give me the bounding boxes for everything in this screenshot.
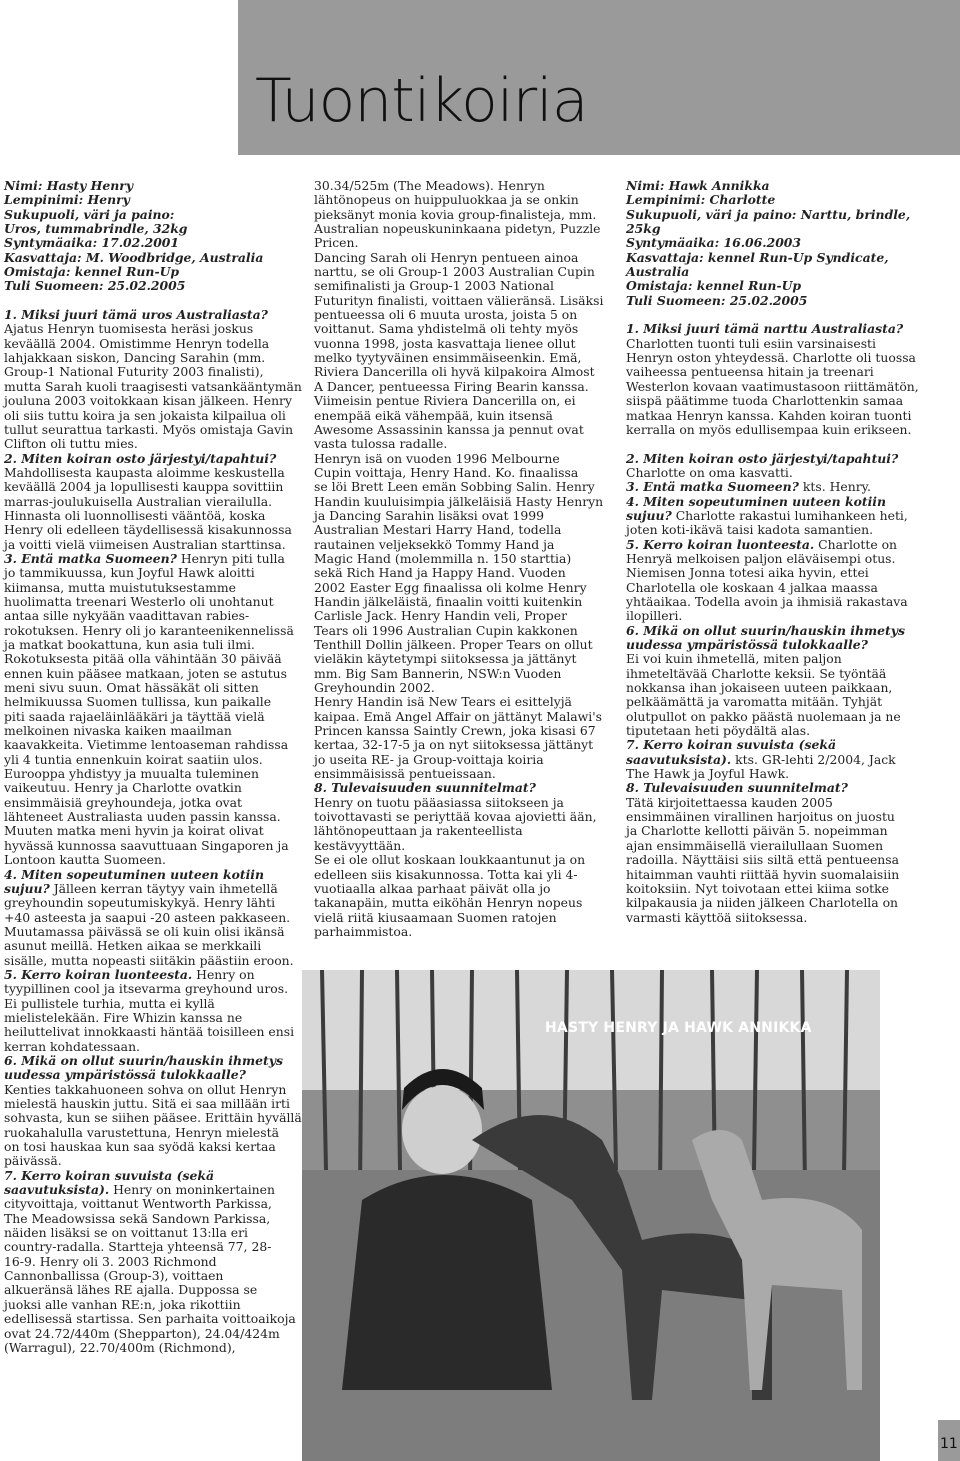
text-line: radoilla. Näyttäisi siis siltä että pentueensa	[626, 852, 900, 868]
text-line: yhtäaikaa. Todella avoin ja ihmisiä rakastava	[626, 593, 908, 609]
text-line: Omistaja: kennel Run-Up	[626, 278, 802, 294]
text-line: Eurooppa yhdistyy ja muualta tuleminen	[4, 766, 260, 782]
dogs-photo	[302, 970, 880, 1461]
text-line: Magic Hand (molemmilla n. 150 starttia)	[314, 550, 572, 566]
text-line: Henryn isä on vuoden 1996 Melbourne	[314, 450, 560, 466]
text-line: (Warragul), 22.70/400m (Richmond),	[4, 1339, 236, 1355]
text-line	[4, 294, 294, 308]
text-line: huolimatta treenari Westerlo oli unohtanut	[4, 593, 274, 609]
text-line: Henry oli edelleen täydellisessä kisakunnossa	[4, 522, 292, 538]
text-line: matkaa Henryn kanssa. Kahden koiran tuonti	[626, 407, 912, 423]
article-column-henry-cont	[314, 179, 614, 939]
text-line: Cannonballissa (Group-3), voittaen	[4, 1268, 224, 1284]
text-line: parhaimmistoa.	[314, 923, 413, 939]
text-line: sohvasta, kun se siihen pääsee. Erittäin hyvällä	[4, 1110, 302, 1126]
text-line: 3. Entä matka Suomeen? kts. Henry.	[626, 479, 871, 495]
text-line: rautainen veljeksekkö Tommy Hand ja	[314, 536, 555, 552]
text-line: Ei voi kuin ihmetellä, miten paljon	[626, 651, 842, 667]
text-line: alkueränsä lähes RE ajalla. Duppossa se	[4, 1282, 258, 1298]
text-line: Sukupuoli, väri ja paino:	[4, 206, 175, 222]
text-line: Muuten matka meni hyvin ja koirat olivat	[4, 823, 264, 839]
text-line: kerran kohdatessaan.	[4, 1038, 140, 1054]
text-line: Carlisle Jack. Henry Handin veli, Proper	[314, 608, 567, 624]
text-line: Greyhoundin 2002.	[314, 680, 435, 696]
text-line: Syntymäaika: 16.06.2003	[626, 235, 802, 251]
text-line: ja Dancing Sarahin lisäksi ovat 1999	[314, 507, 545, 523]
text-line: 7. Kerro koiran suvuista (sekä	[4, 1167, 214, 1183]
text-line: mielestä hauskin juttu. Sitä ei saa millään irti	[4, 1096, 290, 1111]
text-line: 6. Mikä on ollut suurin/hauskin ihmetys	[4, 1052, 283, 1068]
text-line: vaikeutuu. Henry ja Charlotte ovatkin	[4, 780, 242, 796]
text-line: meni sivu suun. Omat hässäkät oli sitten	[4, 680, 259, 696]
text-line: mutta Sarah kuoli traagisesti vatsankääntymän	[4, 378, 302, 394]
text-line: ajan ensimmäisellä vierailullaan Suomen	[626, 837, 884, 853]
text-line: kestävyyttään.	[314, 837, 406, 853]
text-line: keväällä 2004. Omistimme Henryn todella	[4, 335, 270, 351]
text-line: oli siis tuttu koira ja sen jokaista kilpailua oli	[4, 407, 286, 423]
text-line: edelleen siis kisakunnossa. Totta kai yli 4-	[314, 866, 578, 882]
text-line: voittanut. Sama yhdistelmä oli tehty myös	[314, 321, 579, 337]
text-line: semifinalisti ja Group-1 2003 National	[314, 278, 555, 294]
text-line: Nimi: Hawk Annikka	[626, 178, 770, 193]
text-line: 4. Miten sopeutuminen uuteen kotiin	[4, 866, 264, 882]
text-line: mm. Big Sam Bannerin, NSW:n Vuoden	[314, 665, 562, 681]
text-line: Westerlon kovaan vaatimustasoon riittämätön,	[626, 378, 919, 394]
text-line: hitaimman vauhti riittää hyvin suomalaisiin	[626, 866, 900, 882]
text-line: Tears oli 1996 Australian Cupin kakkonen	[314, 622, 578, 638]
text-line: ja matkat bookattuna, kun asia tuli ilmi.	[4, 637, 255, 652]
text-line: 6. Mikä on ollut suurin/hauskin ihmetys	[626, 622, 905, 638]
text-line: mielistelekään. Fire Whizin kanssa ne	[4, 1009, 243, 1025]
text-line: on tosi hauskaa kun saa syödä kaksi kertaa	[4, 1139, 276, 1155]
text-line: se löi Brett Leen emän Sobbing Salin. Henry	[314, 479, 595, 495]
text-line: Muutamassa päivässä se oli kuin olisi ikänsä	[4, 923, 285, 939]
text-line: Mahdollisesta kaupasta aloimme keskustella	[4, 464, 285, 480]
text-line: melko tyytyväinen ensimmäiseenkin. Emä,	[314, 350, 582, 366]
text-line: Kasvattaja: M. Woodbridge, Australia	[4, 249, 264, 265]
text-line: Tuli Suomeen: 25.02.2005	[626, 292, 808, 308]
text-line: vuonna 1998, josta kasvattaja lienee ollut	[314, 335, 576, 351]
text-line: vasta tulossa radalle.	[314, 436, 448, 452]
text-line: päivässä.	[4, 1153, 62, 1169]
article-column-henry	[4, 178, 302, 1355]
text-line: siispä päätimme tuoda Charlottenkin samaa	[626, 393, 904, 409]
text-line: sekä Rich Hand ja Happy Hand. Vuoden	[314, 565, 566, 581]
text-line: Charlotte on oma kasvatti.	[626, 464, 793, 480]
text-line: Charlotten tuonti tuli esiin varsinaisesti	[626, 335, 876, 351]
text-line: 16-9. Henry oli 3. 2003 Richmond	[4, 1253, 217, 1269]
text-line: kerralla on myös edullisempaa kuin erikseen.	[626, 421, 912, 437]
text-line: 2. Miten koiran osto järjestyi/tapahtui?	[626, 450, 899, 466]
text-line: ensimmäisissä pentueissaan.	[314, 766, 496, 782]
text-line: ja voitti vielä viimeisen Australian starttinsa.	[4, 536, 286, 552]
text-line: yli 4 tuntia ennenkuin koirat saatiin ulos.	[4, 751, 263, 767]
page-number: 11	[940, 1436, 958, 1452]
text-line: Clifton oli tuttu mies.	[4, 436, 138, 452]
text-line: 2. Miten koiran osto järjestyi/tapahtui?	[4, 450, 277, 466]
text-line: saavutuksista). Henry on moninkertainen	[4, 1182, 275, 1198]
text-line: tullut seurattua tarkasti. Myös omistaja Gavin	[4, 421, 294, 437]
text-line: piti saada rajaeläinlääkäri ja täyttää vielä	[4, 708, 265, 724]
text-line: 5. Kerro koiran luonteesta. Charlotte on	[626, 536, 898, 552]
text-line: Henry on tuotu pääasiassa siitokseen ja	[314, 794, 564, 810]
text-line: Dancing Sarah oli Henryn pentueen ainoa	[314, 249, 579, 265]
text-line: 7. Kerro koiran suvuista (sekä	[626, 737, 836, 753]
text-line: saavutuksista). kts. GR-lehti 2/2004, Jack	[626, 751, 896, 767]
text-line: jo useita RE- ja Group-voittaja koiria	[314, 751, 544, 767]
text-line: pentueessa oli 6 muuta urosta, joista 5 on	[314, 307, 578, 323]
text-line: Uros, tummabrindle, 32kg	[4, 221, 188, 237]
text-line: Australian Mestari Harry Hand, todella	[314, 522, 562, 538]
text-line: enempää eikä vähempää, kuin itsensä	[314, 407, 553, 423]
text-line: hyvässä kunnossa saavuttuaan Singaporen ja	[4, 837, 289, 853]
text-line: Nimi: Hasty Henry	[4, 178, 134, 193]
text-line: olutpullot on pakko päästä nuolemaan ja ne	[626, 708, 901, 724]
text-line: nokkansa ihan jokaiseen uuteen paikkaan,	[626, 680, 893, 696]
text-line: Cupin voittaja, Henry Hand. Ko. finaalissa	[314, 464, 579, 480]
text-line: Henryä melkoisen paljon eläväisempi otus.	[626, 550, 896, 566]
text-line	[626, 437, 926, 451]
text-line: jouluna 2003 voitokkaan kisan jälkeen. Henry	[4, 393, 292, 409]
text-line: Charlotella ole koskaan 4 jalkaa maassa	[626, 579, 878, 595]
text-line: Handin kuuluisimpia jälkeläisiä Hasty Henryn	[314, 493, 604, 509]
page-title: Tuontikoiria	[255, 66, 588, 136]
text-line: Futurityn finalisti, voittaen välieränsä. Lisäksi	[314, 292, 604, 308]
text-line: takanapäin, mutta eiköhän Henryn nopeus	[314, 895, 583, 911]
text-line: Viimeisin pentue Riviera Dancerilla on, ei	[314, 393, 576, 409]
text-line: sisälle, mutta nopeasti siitäkin päästiin eroon.	[4, 952, 294, 968]
text-line: Australia	[626, 264, 690, 280]
text-line: ovat 24.72/440m (Shepparton), 24.04/424m	[4, 1325, 280, 1341]
text-line: uudessa ympäristössä tulokkaalle?	[626, 637, 868, 652]
text-line: ja Charlotte kellotti päivän 5. nopeimman	[626, 823, 888, 839]
text-line: 4. Miten sopeutuminen uuteen kotiin	[626, 493, 886, 509]
text-line: Awesome Assassinin kanssa ja pennut ovat	[314, 421, 584, 437]
text-line: cityvoittaja, voittanut Wentworth Parkissa,	[4, 1196, 272, 1212]
text-line: näiden lisäksi se on voittanut 13:lla eri	[4, 1225, 249, 1241]
text-line: marras-joulukuisella Australian vierailulla.	[4, 493, 273, 509]
text-line: Lempinimi: Henry	[4, 192, 130, 208]
text-line: melkoinen nivaska kaiken maailman	[4, 723, 232, 739]
text-line: uudessa ympäristössä tulokkaalle?	[4, 1067, 246, 1083]
text-line: Hinnasta oli luonnollisesti vääntöä, koska	[4, 507, 266, 523]
text-line: 1. Miksi juuri tämä uros Australiasta?	[4, 307, 268, 323]
text-line: kertaa, 32-17-5 ja on nyt siitoksessa jättänyt	[314, 737, 594, 753]
text-line: vieläkin käytetympi siitoksessa ja jättänyt	[314, 651, 577, 667]
text-line: juoksi alle vanhan RE:n, joka rikottiin	[4, 1296, 241, 1312]
text-line: Pricen.	[314, 235, 359, 251]
text-line: tiputetaan heti pöydältä alas.	[626, 723, 811, 739]
text-line: Lontoon kautta Suomeen.	[4, 852, 166, 868]
text-line: Group-1 National Futurity 2003 finalisti),	[4, 364, 264, 380]
text-line: kaipaa. Emä Angel Affair on jättänyt Malawi's	[314, 708, 603, 724]
text-line: vaiheessa pentueensa hitain ja treenari	[626, 364, 874, 380]
text-line: lähtönopeuttaan ja rakenteellista	[314, 823, 523, 839]
text-line: Handin jälkeläistä, finaalin voitti kuitenkin	[314, 593, 583, 609]
article-column-charlotte	[626, 179, 926, 925]
text-line: The Meadowsissa sekä Sandown Parkissa,	[4, 1210, 271, 1226]
text-line	[626, 308, 926, 322]
text-line: toivottavasti se periyttää kovaa ajovietti ään,	[314, 809, 597, 825]
text-line: Ajatus Henryn tuomisesta heräsi joskus	[4, 321, 254, 337]
text-line: lähteneet Australiasta uuden passin kanssa.	[4, 809, 281, 825]
text-line: 5. Kerro koiran luonteesta. Henry on	[4, 966, 255, 982]
text-line: ilopilleri.	[626, 608, 683, 624]
text-line: 8. Tulevaisuuden suunnitelmat?	[626, 780, 848, 796]
text-line: heiluttelivat innokkaasti häntää toisilleen ensi	[4, 1024, 295, 1040]
text-line: kilpakausia ja niiden jälkeen Charlotella on	[626, 895, 899, 911]
text-line: Rokotuksesta pitää olla vähintään 30 päivää	[4, 651, 282, 667]
text-line: koitoksiin. Nyt toivotaan ettei kiima sotke	[626, 880, 889, 896]
text-line: Tenthill Dollin jälkeen. Proper Tears on ollut	[314, 637, 593, 652]
text-line: vuotiaalla alkaa parhaat päivät olla jo	[314, 880, 551, 896]
text-line: sujuu? Charlotte rakastui lumihankeen heti,	[626, 507, 908, 523]
text-line: +40 asteesta ja saapui -20 asteen pakkaseen.	[4, 909, 291, 925]
text-line: Ei pullistele turhia, mutta ei kyllä	[4, 995, 215, 1011]
text-line: keväällä 2004 ja lopullisesti kauppa sovittiin	[4, 479, 284, 495]
text-line: antaa sille nykyään vaadittavan rabies-	[4, 608, 250, 624]
text-line: joten koti-ikävä taisi kadota samantien.	[626, 522, 874, 538]
text-line: varmasti käyttöä siitoksessa.	[626, 909, 808, 925]
text-line: helmikuussa Suomen tullissa, kun paikalle	[4, 694, 272, 710]
photo-caption: HASTY HENRY JA HAWK ANNIKKA	[545, 1020, 812, 1036]
text-line: Syntymäaika: 17.02.2001	[4, 235, 180, 251]
text-line: sujuu? Jälleen kerran täytyy vain ihmetellä	[4, 880, 278, 896]
text-line: jo tammikuussa, kun Joyful Hawk aloitti	[4, 565, 255, 581]
text-line: narttu, se oli Group-1 2003 Australian Cupin	[314, 264, 595, 280]
text-line: vielä riitä kiusaamaan Suomen ratojen	[314, 909, 557, 925]
text-line: 2002 Easter Egg finaalissa oli kolme Henry	[314, 579, 587, 595]
text-line: ruokahalulla varustettuna, Henryn mielestä	[4, 1124, 279, 1140]
text-line: asunut meillä. Hetken aikaa se merkkaili	[4, 938, 262, 954]
text-line: 8. Tulevaisuuden suunnitelmat?	[314, 780, 536, 796]
text-line: Australian nopeuskuninkaana pidetyn, Puzzle	[314, 221, 601, 237]
text-line: The Hawk ja Joyful Hawk.	[626, 766, 790, 782]
text-line: ensimmäinen virallinen harjoitus on juostu	[626, 809, 895, 825]
text-line: 30.34/525m (The Meadows). Henryn	[314, 178, 545, 193]
text-line: Omistaja: kennel Run-Up	[4, 264, 180, 280]
text-line: 25kg	[626, 221, 661, 237]
text-line: tyypillinen cool ja itsevarma greyhound uros.	[4, 981, 289, 997]
text-line: kaavakkeita. Vietimme lentoaseman rahdissa	[4, 737, 289, 753]
text-line: Tuli Suomeen: 25.02.2005	[4, 278, 186, 294]
text-line: Se ei ole ollut koskaan loukkaantunut ja on	[314, 852, 586, 868]
text-line: Niemisen Jonna totesi aika hyvin, ettei	[626, 565, 869, 581]
text-line: lähtönopeus on huippuluokkaa ja se onkin	[314, 192, 579, 208]
text-line: Henryn oston yhteydessä. Charlotte oli tuossa	[626, 350, 916, 366]
text-line: Sukupuoli, väri ja paino: Narttu, brindle,	[626, 206, 911, 222]
text-line: ennen kuin pääsee matkaan, joten se astutus	[4, 665, 288, 681]
text-line: country-radalla. Startteja yhteensä 77, 28-	[4, 1239, 272, 1255]
text-line: greyhoundin sopeutumiskykyä. Henry lähti	[4, 895, 276, 911]
text-line: Lempinimi: Charlotte	[626, 192, 776, 208]
text-line: edellisessä startissa. Sen parhaita voittoaikoja	[4, 1311, 296, 1327]
text-line: A Dancer, pentueessa Firing Bearin kanssa.	[314, 378, 589, 394]
text-line: 1. Miksi juuri tämä narttu Australiasta?	[626, 321, 904, 337]
text-line: pieksänyt monia kovia group-finalisteja, mm.	[314, 206, 597, 222]
text-line: Henry Handin isä New Tears ei esittelyjä	[314, 694, 572, 710]
text-line: Kenties takkahuoneen sohva on ollut Henryn	[4, 1081, 287, 1097]
text-line: pelkäämättä ja varomatta mitään. Tyhjät	[626, 694, 883, 710]
text-line: kiimansa, mutta muistutuksestamme	[4, 579, 236, 595]
text-line: Kasvattaja: kennel Run-Up Syndicate,	[626, 249, 889, 265]
text-line: Riviera Dancerilla oli hyvä kilpakoira Almost	[314, 364, 595, 380]
text-line: Tätä kirjoitettaessa kauden 2005	[626, 794, 833, 810]
text-line: rokotuksen. Henry oli jo karanteenikennelissä	[4, 622, 294, 638]
text-line: Princen kanssa Saintly Crewn, joka kisasi 67	[314, 723, 596, 739]
text-line: ensimmäisiä greyhoundeja, jotka ovat	[4, 794, 243, 810]
text-line: lahjakkaan siskon, Dancing Sarahin (mm.	[4, 350, 266, 366]
text-line: ihmeteltävää Charlotte keksii. Se työntää	[626, 665, 887, 681]
text-line: 3. Entä matka Suomeen? Henryn piti tulla	[4, 550, 285, 566]
